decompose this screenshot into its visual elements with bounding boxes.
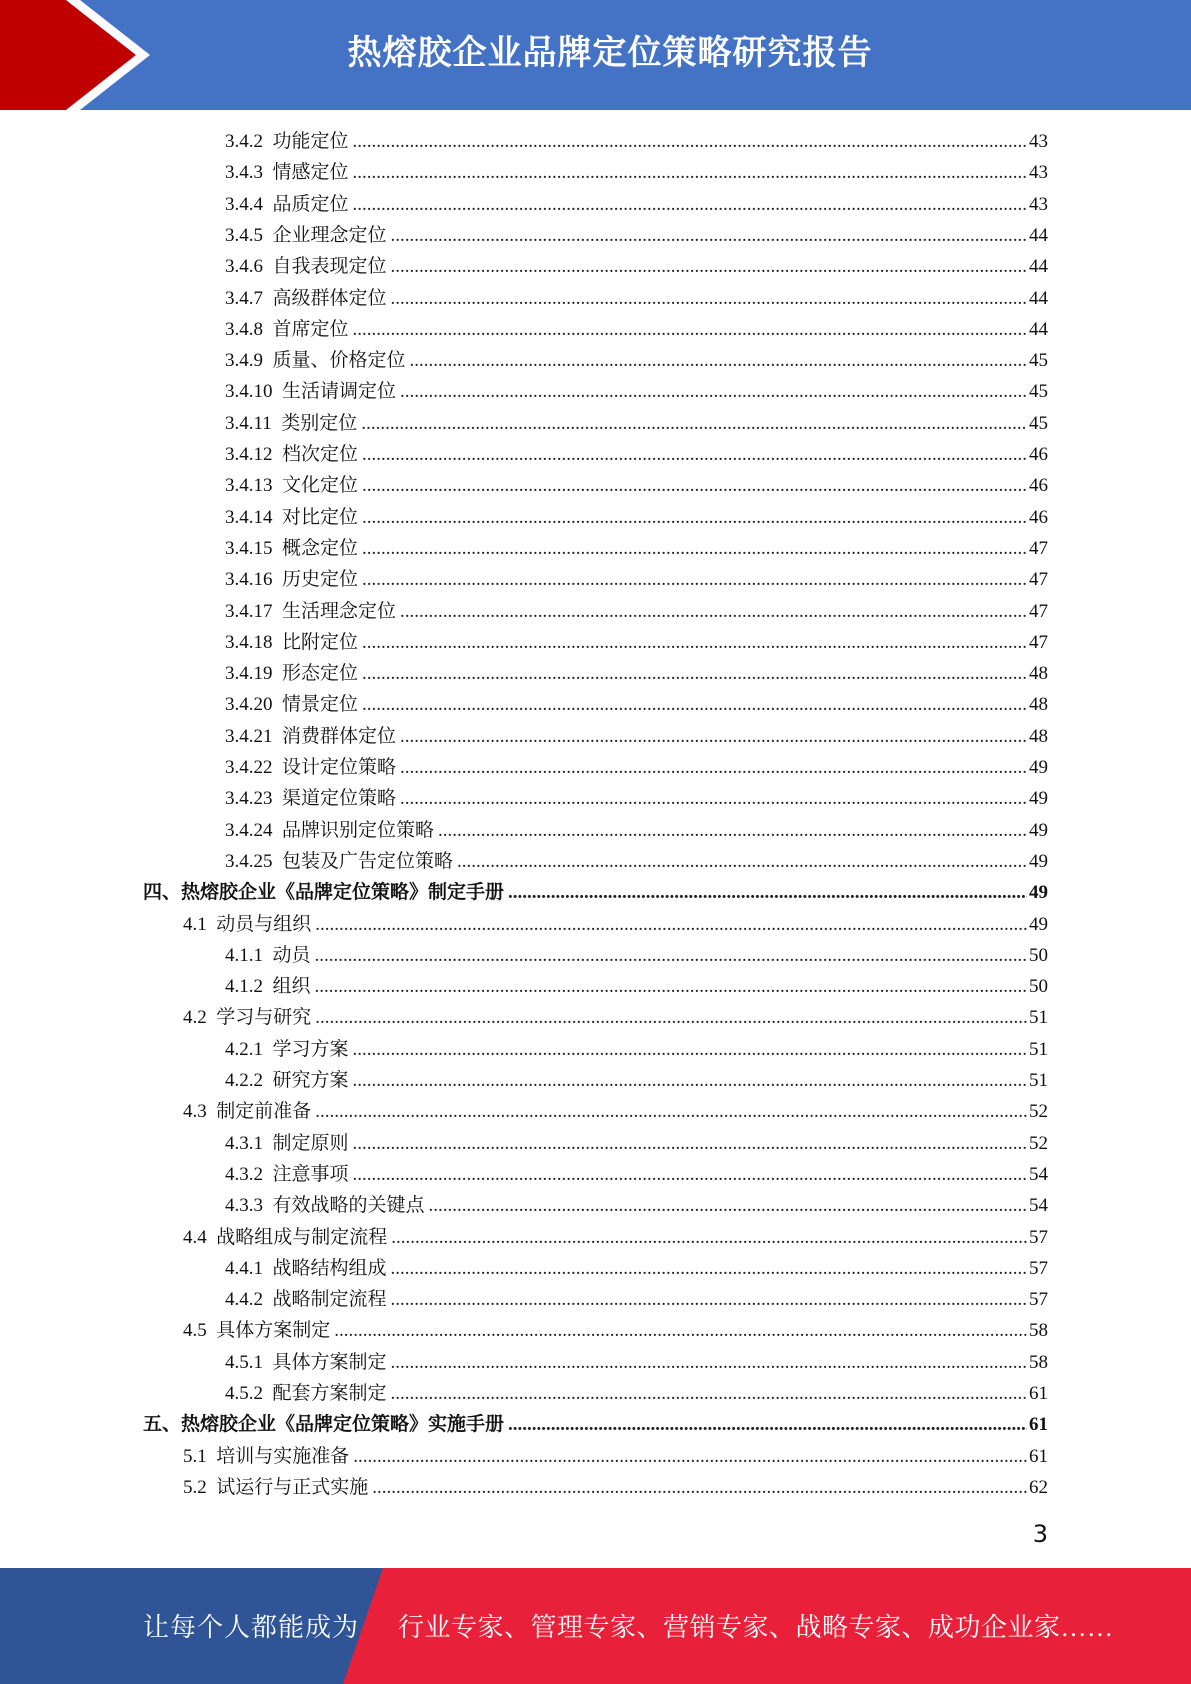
toc-dot-leader — [361, 408, 1027, 439]
toc-entry-number: 4.1 — [183, 913, 207, 935]
footer-slogan-left: 让每个人都能成为 — [143, 1613, 360, 1642]
toc-dot-leader — [362, 439, 1027, 470]
toc-dot-leader — [353, 1159, 1027, 1190]
toc-entry-gap — [263, 1159, 273, 1190]
toc-entry-page: 48 — [1029, 694, 1048, 716]
toc-entry[interactable] — [225, 971, 1048, 1002]
toc-entry[interactable] — [183, 1222, 1048, 1253]
toc-entry-page: 43 — [1029, 162, 1048, 184]
toc-entry-title: 品质定位 — [272, 193, 349, 215]
toc-dot-leader — [391, 1284, 1027, 1315]
toc-entry-number: 3.4.7 — [225, 287, 263, 309]
toc-entry-number: 3.4.10 — [225, 381, 273, 403]
toc-entry-gap — [273, 689, 283, 720]
toc-entry-gap — [273, 564, 283, 595]
toc-entry-number: 4.1.1 — [225, 944, 263, 966]
toc-entry-page: 51 — [1029, 1070, 1048, 1091]
toc-entry-page: 46 — [1029, 444, 1048, 465]
toc-entry-gap — [207, 909, 217, 940]
toc-entry-gap — [263, 220, 273, 251]
toc-entry-title: 动员与组织 — [216, 913, 312, 935]
toc-dot-leader — [353, 157, 1027, 188]
toc-entry-number: 3.4.21 — [225, 725, 273, 747]
toc-entry[interactable] — [225, 815, 1048, 846]
toc-entry-page: 49 — [1029, 850, 1048, 872]
toc-entry-title: 情景定位 — [282, 694, 359, 716]
toc-dot-leader — [457, 846, 1027, 877]
toc-entry-number: 3.4.22 — [225, 757, 273, 778]
toc-entry-gap — [272, 408, 282, 439]
toc-entry-number: 4.4 — [183, 1226, 207, 1248]
toc-entry-number: 4.5 — [183, 1320, 207, 1342]
toc-entry-title: 动员 — [272, 944, 311, 966]
toc-entry-page: 52 — [1029, 1132, 1048, 1154]
toc-entry-number: 4.1.2 — [225, 976, 263, 998]
toc-dot-leader — [400, 376, 1027, 407]
toc-dot-leader — [353, 1034, 1027, 1065]
toc-entry-gap — [263, 1128, 273, 1159]
toc-entry-number: 4.5.1 — [225, 1351, 263, 1373]
toc-entry-page: 50 — [1029, 976, 1048, 998]
toc-entry-page: 44 — [1029, 256, 1048, 278]
toc-entry-title: 功能定位 — [272, 131, 349, 152]
toc-entry-page: 50 — [1029, 944, 1048, 966]
toc-entry[interactable] — [225, 752, 1048, 783]
toc-entry-gap — [273, 627, 283, 658]
toc-entry-number: 3.4.9 — [225, 350, 263, 372]
toc-entry[interactable] — [225, 408, 1048, 439]
toc-entry-gap — [273, 721, 283, 752]
toc-dot-leader — [391, 220, 1027, 251]
toc-entry[interactable] — [225, 502, 1048, 533]
toc-entry-page: 46 — [1029, 506, 1048, 528]
page-footer — [0, 1568, 1191, 1684]
toc-entry[interactable] — [183, 909, 1048, 940]
toc-entry-page: 49 — [1029, 757, 1048, 778]
toc-entry-gap — [263, 1253, 273, 1284]
toc-entry-number: 4.2 — [183, 1007, 207, 1029]
toc-dot-leader — [362, 564, 1027, 595]
toc-entry[interactable] — [225, 1284, 1048, 1315]
toc-entry-number: 4.3 — [183, 1101, 207, 1123]
toc-dot-leader — [391, 251, 1027, 282]
toc-entry[interactable] — [183, 1441, 1048, 1472]
toc-entry[interactable] — [225, 658, 1048, 689]
page-header — [0, 0, 1191, 110]
toc-entry-gap — [263, 126, 273, 157]
toc-entry-page: 49 — [1029, 913, 1048, 935]
toc-entry-gap — [273, 783, 283, 814]
toc-entry-number: 3.4.17 — [225, 600, 273, 622]
toc-dot-leader — [353, 314, 1027, 345]
toc-dot-leader — [315, 940, 1027, 971]
toc-dot-leader — [362, 502, 1027, 533]
toc-entry[interactable] — [183, 1002, 1048, 1033]
toc-entry-gap — [263, 283, 273, 314]
toc-entry[interactable] — [143, 877, 1048, 908]
toc-entry-title: 包装及广告定位策略 — [282, 850, 454, 872]
toc-dot-leader — [362, 533, 1027, 564]
toc-entry[interactable] — [225, 220, 1048, 251]
toc-entry-number: 4.5.2 — [225, 1383, 263, 1404]
toc-entry[interactable] — [183, 1472, 1048, 1503]
toc-entry-title: 自我表现定位 — [272, 256, 387, 278]
toc-entry-number: 3.4.12 — [225, 444, 273, 465]
toc-entry-gap — [263, 1284, 273, 1315]
toc-entry-page: 45 — [1029, 350, 1048, 372]
toc-entry[interactable] — [225, 1378, 1048, 1409]
toc-entry-title: 具体方案制定 — [272, 1351, 387, 1373]
toc-entry-title: 学习与研究 — [216, 1007, 312, 1029]
toc-entry-page: 46 — [1029, 475, 1048, 497]
toc-entry-title: 试运行与正式实施 — [216, 1476, 369, 1498]
toc-entry-number: 3.4.25 — [225, 850, 273, 872]
toc-entry-gap — [273, 533, 283, 564]
toc-entry[interactable] — [183, 1096, 1048, 1127]
toc-entry-gap — [263, 1065, 273, 1096]
toc-dot-leader — [508, 1409, 1027, 1440]
toc-entry-page: 43 — [1029, 131, 1048, 152]
toc-entry-title: 战略结构组成 — [272, 1257, 387, 1279]
toc-entry-gap — [273, 439, 283, 470]
toc-entry-page: 57 — [1029, 1289, 1048, 1311]
toc-entry-page: 54 — [1029, 1163, 1048, 1185]
toc-entry-page: 58 — [1029, 1351, 1048, 1373]
toc-entry[interactable] — [225, 689, 1048, 720]
toc-dot-leader — [315, 1096, 1027, 1127]
toc-entry-gap — [263, 251, 273, 282]
toc-entry[interactable] — [225, 940, 1048, 971]
toc-entry-number: 3.4.24 — [225, 819, 273, 841]
toc-entry-title: 四、热熔胶企业《品牌定位策略》制定手册 — [143, 882, 505, 904]
toc-entry-page: 48 — [1029, 725, 1048, 747]
toc-entry-page: 51 — [1029, 1007, 1048, 1029]
toc-entry-title: 高级群体定位 — [272, 287, 387, 309]
toc-entry-page: 51 — [1029, 1038, 1048, 1060]
toc-entry-title: 情感定位 — [272, 162, 349, 184]
toc-entry[interactable] — [225, 376, 1048, 407]
toc-entry[interactable] — [225, 1253, 1048, 1284]
toc-entry-page: 49 — [1029, 788, 1048, 810]
toc-entry-number: 3.4.8 — [225, 318, 263, 340]
toc-entry-number: 3.4.23 — [225, 788, 273, 810]
toc-entry[interactable] — [225, 439, 1048, 470]
toc-entry-number: 3.4.20 — [225, 694, 273, 716]
toc-dot-leader — [315, 971, 1027, 1002]
toc-entry-title: 档次定位 — [282, 444, 359, 465]
toc-dot-leader — [353, 1128, 1027, 1159]
toc-entry-page: 57 — [1029, 1226, 1048, 1248]
toc-dot-leader — [334, 1315, 1027, 1346]
toc-entry-number: 3.4.2 — [225, 131, 263, 152]
toc-entry-page: 45 — [1029, 381, 1048, 403]
toc-entry-title: 类别定位 — [281, 412, 358, 434]
toc-dot-leader — [353, 1441, 1027, 1472]
toc-entry-page: 61 — [1029, 1414, 1048, 1436]
toc-dot-leader — [400, 596, 1027, 627]
toc-dot-leader — [315, 1002, 1027, 1033]
toc-entry[interactable] — [225, 314, 1048, 345]
toc-entry-gap — [263, 1190, 273, 1221]
toc-dot-leader — [391, 1378, 1027, 1409]
toc-entry-gap — [263, 971, 273, 1002]
toc-entry-page: 44 — [1029, 318, 1048, 340]
toc-entry[interactable] — [225, 1034, 1048, 1065]
toc-entry-number: 3.4.5 — [225, 224, 263, 246]
toc-entry-title: 研究方案 — [272, 1070, 349, 1091]
toc-entry-page: 49 — [1029, 819, 1048, 841]
toc-entry[interactable] — [225, 846, 1048, 877]
toc-entry-gap — [263, 1378, 273, 1409]
toc-entry[interactable] — [225, 470, 1048, 501]
toc-entry-number: 3.4.19 — [225, 663, 273, 685]
toc-entry-page: 44 — [1029, 224, 1048, 246]
toc-entry-number: 4.4.1 — [225, 1257, 263, 1279]
toc-dot-leader — [438, 815, 1027, 846]
toc-entry-gap — [207, 1222, 217, 1253]
toc-entry-page: 54 — [1029, 1195, 1048, 1217]
toc-entry-number: 3.4.14 — [225, 506, 273, 528]
toc-entry-gap — [263, 1034, 273, 1065]
toc-entry-gap — [263, 157, 273, 188]
toc-entry[interactable] — [225, 251, 1048, 282]
footer-slogan-right: 行业专家、管理专家、营销专家、战略专家、成功企业家…… — [398, 1613, 1114, 1642]
toc-entry-title: 学习方案 — [272, 1038, 349, 1060]
toc-entry-title: 五、热熔胶企业《品牌定位策略》实施手册 — [143, 1414, 505, 1436]
toc-dot-leader — [362, 627, 1027, 658]
toc-dot-leader — [353, 189, 1027, 220]
toc-entry-gap — [273, 596, 283, 627]
toc-entry-page: 47 — [1029, 600, 1048, 622]
toc-entry-page: 62 — [1029, 1476, 1048, 1498]
toc-entry-page: 52 — [1029, 1101, 1048, 1123]
toc-entry-gap — [273, 502, 283, 533]
toc-entry-title: 比附定位 — [282, 631, 359, 653]
toc-entry-page: 45 — [1029, 412, 1048, 434]
toc-entry-gap — [207, 1315, 217, 1346]
toc-entry-page: 47 — [1029, 631, 1048, 653]
toc-entry-number: 4.2.2 — [225, 1070, 263, 1091]
toc-entry-title: 战略组成与制定流程 — [216, 1226, 388, 1248]
toc-dot-leader — [400, 721, 1027, 752]
toc-entry-gap — [273, 752, 283, 783]
toc-entry[interactable] — [225, 126, 1048, 157]
toc-entry[interactable] — [143, 1409, 1048, 1440]
toc-entry-title: 历史定位 — [282, 569, 359, 591]
toc-entry[interactable] — [225, 157, 1048, 188]
toc-entry-title: 文化定位 — [282, 475, 359, 497]
toc-entry[interactable] — [225, 1347, 1048, 1378]
toc-entry-page: 48 — [1029, 663, 1048, 685]
toc-entry-page: 57 — [1029, 1257, 1048, 1279]
toc-entry[interactable] — [225, 1128, 1048, 1159]
toc-entry-gap — [207, 1096, 217, 1127]
toc-entry-page: 61 — [1029, 1383, 1048, 1404]
toc-entry-title: 对比定位 — [282, 506, 359, 528]
toc-entry-gap — [273, 376, 283, 407]
toc-entry-title: 质量、价格定位 — [272, 350, 406, 372]
toc-entry-number: 3.4.11 — [225, 412, 272, 434]
toc-entry[interactable] — [225, 1159, 1048, 1190]
toc-dot-leader — [353, 1065, 1027, 1096]
toc-dot-leader — [362, 470, 1027, 501]
report-title: 热熔胶企业品牌定位策略研究报告 — [347, 33, 873, 73]
toc-entry-title: 生活理念定位 — [282, 600, 397, 622]
toc-entry-title: 制定前准备 — [216, 1101, 312, 1123]
toc-entry-title: 配套方案制定 — [272, 1383, 387, 1404]
toc-entry-number: 3.4.16 — [225, 569, 273, 591]
toc-dot-leader — [400, 752, 1027, 783]
toc-entry-gap — [273, 658, 283, 689]
toc-entry[interactable] — [225, 533, 1048, 564]
toc-entry-title: 企业理念定位 — [272, 224, 387, 246]
toc-entry-page: 44 — [1029, 287, 1048, 309]
toc-entry-number: 4.3.1 — [225, 1132, 263, 1154]
toc-entry-gap — [263, 940, 273, 971]
toc-entry-number: 3.4.13 — [225, 475, 273, 497]
toc-dot-leader — [372, 1472, 1027, 1503]
toc-entry-number: 3.4.6 — [225, 256, 263, 278]
toc-entry[interactable] — [225, 283, 1048, 314]
toc-entry-page: 58 — [1029, 1320, 1048, 1342]
toc-entry-title: 渠道定位策略 — [282, 788, 397, 810]
toc-entry[interactable] — [225, 564, 1048, 595]
toc-dot-leader — [508, 877, 1027, 908]
toc-entry-gap — [263, 345, 273, 376]
red-arrow-icon — [0, 0, 160, 110]
toc-entry-gap — [273, 470, 283, 501]
toc-entry[interactable] — [225, 1065, 1048, 1096]
toc-dot-leader — [400, 783, 1027, 814]
toc-entry-page: 47 — [1029, 537, 1048, 559]
toc-entry[interactable] — [225, 189, 1048, 220]
toc-entry[interactable] — [225, 783, 1048, 814]
toc-entry-title: 概念定位 — [282, 537, 359, 559]
toc-entry-gap — [273, 846, 283, 877]
toc-entry-title: 消费群体定位 — [282, 725, 397, 747]
toc-dot-leader — [391, 1253, 1027, 1284]
toc-entry-number: 4.2.1 — [225, 1038, 263, 1060]
toc-entry-title: 注意事项 — [272, 1163, 349, 1185]
toc-entry[interactable] — [225, 596, 1048, 627]
toc-entry[interactable] — [225, 627, 1048, 658]
toc-entry-number: 3.4.18 — [225, 631, 273, 653]
toc-entry-number: 4.3.2 — [225, 1163, 263, 1185]
toc-entry-number: 3.4.4 — [225, 193, 263, 215]
toc-entry-number: 5.1 — [183, 1445, 207, 1467]
toc-entry-title: 具体方案制定 — [216, 1320, 331, 1342]
toc-entry[interactable] — [225, 1190, 1048, 1221]
toc-dot-leader — [362, 689, 1027, 720]
toc-entry-gap — [263, 189, 273, 220]
toc-entry-number: 3.4.15 — [225, 537, 273, 559]
toc-entry-gap — [207, 1002, 217, 1033]
toc-entry[interactable] — [183, 1315, 1048, 1346]
toc-entry-gap — [207, 1441, 217, 1472]
toc-entry-number: 3.4.3 — [225, 162, 263, 184]
toc-dot-leader — [429, 1190, 1027, 1221]
toc-entry[interactable] — [225, 345, 1048, 376]
toc-entry-page: 49 — [1029, 882, 1048, 904]
toc-entry[interactable] — [225, 721, 1048, 752]
toc-entry-number: 5.2 — [183, 1476, 207, 1498]
toc-entry-page: 47 — [1029, 569, 1048, 591]
toc-entry-title: 战略制定流程 — [272, 1289, 387, 1311]
toc-dot-leader — [391, 1222, 1027, 1253]
toc-entry-title: 培训与实施准备 — [216, 1445, 350, 1467]
toc-entry-gap — [263, 314, 273, 345]
toc-entry-number: 4.4.2 — [225, 1289, 263, 1311]
toc-entry-gap — [273, 815, 283, 846]
toc-dot-leader — [353, 126, 1027, 157]
toc-entry-page: 43 — [1029, 193, 1048, 215]
toc-dot-leader — [362, 658, 1027, 689]
toc-entry-page: 61 — [1029, 1445, 1048, 1467]
toc-entry-title: 组织 — [272, 976, 311, 998]
toc-entry-number: 4.3.3 — [225, 1195, 263, 1217]
toc-entry-title: 设计定位策略 — [282, 757, 397, 778]
page-number: 3 — [1032, 1520, 1048, 1548]
toc-entry-title: 生活请调定位 — [282, 381, 397, 403]
toc-entry-title: 制定原则 — [272, 1132, 349, 1154]
toc-dot-leader — [315, 909, 1027, 940]
toc-entry-title: 品牌识别定位策略 — [282, 819, 435, 841]
toc-entry-gap — [207, 1472, 217, 1503]
toc-entry-title: 首席定位 — [272, 318, 349, 340]
toc-entry-title: 有效战略的关键点 — [272, 1195, 425, 1217]
toc-entry-gap — [263, 1347, 273, 1378]
toc-dot-leader — [410, 345, 1027, 376]
toc-dot-leader — [391, 1347, 1027, 1378]
toc-entry-title: 形态定位 — [282, 663, 359, 685]
toc-dot-leader — [391, 283, 1027, 314]
